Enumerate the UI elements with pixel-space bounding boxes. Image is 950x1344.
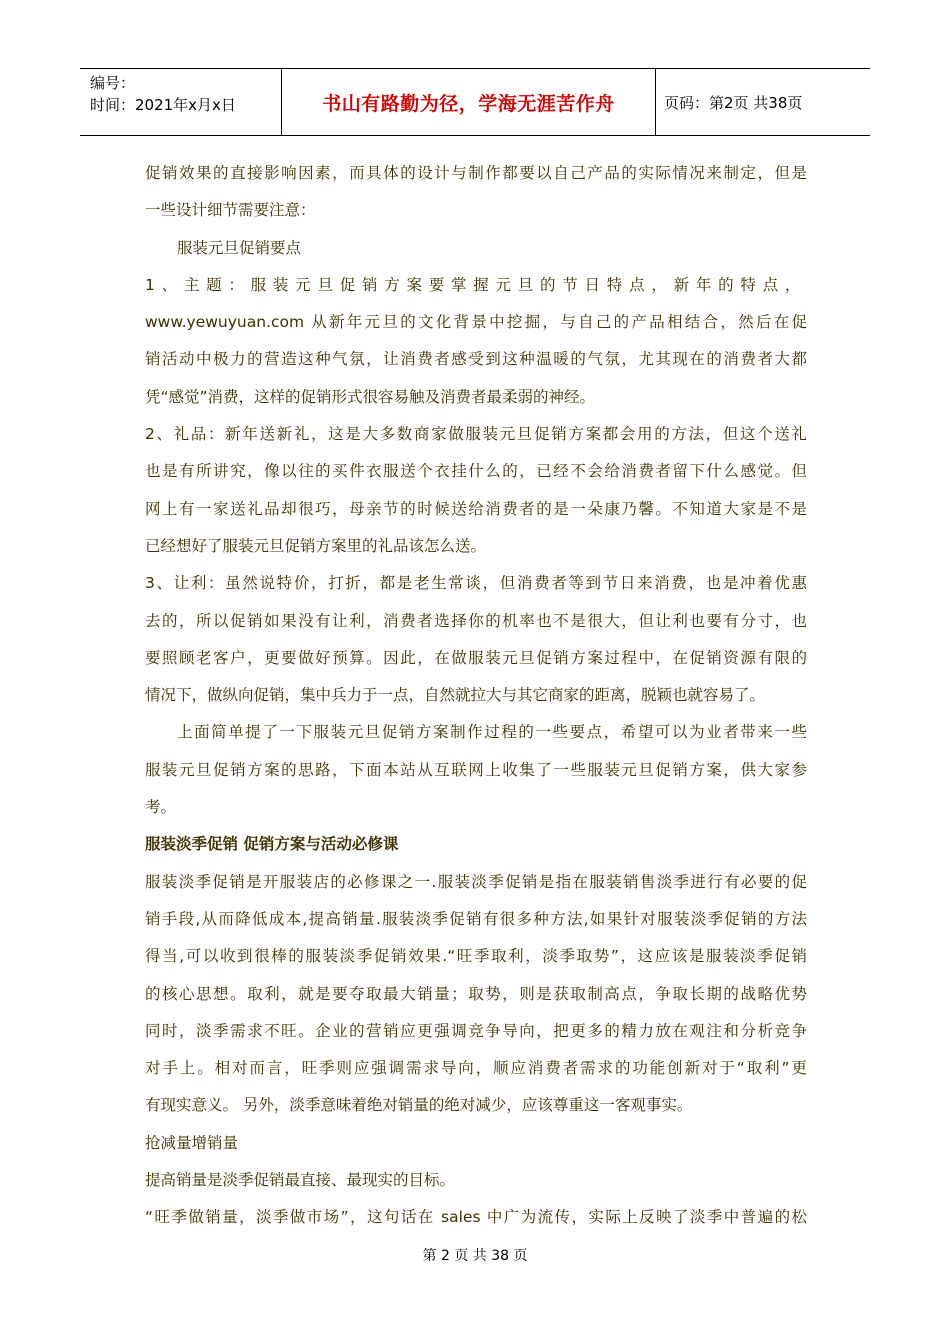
paragraph-line: 3、让利：虽然说特价，打折，都是老生常谈，但消费者等到节日来消费，也是冲着优惠 (145, 574, 807, 593)
paragraph-line: 也是有所讲究，像以往的买件衣服送个衣挂什么的，已经不会给消费者留下什么感觉。但 (145, 462, 807, 481)
section-heading: 服装元旦促销要点 (177, 238, 302, 257)
paragraph-line: 情况下，做纵向促销，集中兵力于一点，自然就拉大与其它商家的距离，脱颖也就容易了。 (145, 686, 766, 705)
paragraph-line: 凭“感觉”消费，这样的促销形式很容易触及消费者最柔弱的神经。 (145, 387, 596, 406)
paragraph-line: 一些设计细节需要注意： (145, 201, 316, 220)
paragraph-line: 服装淡季促销是开服装店的必修课之一.服装淡季促销是指在服装销售淡季进行有必要的促 (145, 872, 807, 891)
header-motto: 书山有路勤为径，学海无涯苦作舟 (282, 69, 656, 135)
section-heading: 抢减量增销量 (145, 1133, 239, 1152)
paragraph-line: 销手段,从而降低成本,提高销量.服装淡季促销有很多种方法,如果针对服装淡季促销的方法 (145, 909, 807, 928)
paragraph-line: 网上有一家送礼品却很巧，母亲节的时候送给消费者的是一朵康乃馨。不知道大家是不是 (145, 499, 807, 518)
paragraph-line: 1、主题：服装元旦促销方案要掌握元旦的节日特点，新年的特点， (145, 275, 807, 294)
paragraph-line: 要照顾老客户，更要做好预算。因此，在做服装元旦促销方案过程中，在促销资源有限的 (145, 648, 807, 667)
header-page-info: 页码：第2页 共38页 (664, 93, 803, 112)
date-label: 时间：2021年x月x日 (90, 96, 236, 114)
header-meta-cell (80, 69, 282, 135)
paragraph-line: 促销效果的直接影响因素，而具体的设计与制作都要以自己产品的实际情况来制定，但是 (145, 164, 807, 182)
paragraph-line: 的核心思想。取利，就是要夺取最大销量；取势，则是获取制高点，争取长期的战略优势 (145, 984, 807, 1003)
page-footer: 第 2 页 共 38 页 (422, 1248, 528, 1264)
paragraph-line: 上面简单提了一下服装元旦促销方案制作过程的一些要点，希望可以为业者带来一些 (177, 723, 807, 742)
paragraph-line: 对手上。相对而言，旺季则应强调需求导向，顺应消费者需求的功能创新对于“取利”更 (145, 1059, 807, 1078)
paragraph-line: 得当,可以收到很棒的服装淡季促销效果.“旺季取利，淡季取势”，这应该是服装淡季促销 (145, 947, 807, 966)
paragraph-line: “旺季做销量，淡季做市场”，这句话在 sales 中广为流传，实际上反映了淡季中普遍的松 (145, 1208, 807, 1227)
number-label: 编号： (90, 74, 136, 92)
paragraph-line: 提高销量是淡季促销最直接、最现实的目标。 (145, 1171, 456, 1190)
paragraph-line: 服装元旦促销方案的思路，下面本站从互联网上收集了一些服装元旦促销方案，供大家参 (145, 760, 807, 779)
paragraph-line: 考。 (145, 798, 177, 817)
paragraph-line: 有现实意义。 另外，淡季意味着绝对销量的绝对减少，应该尊重这一客观事实。 (145, 1096, 693, 1115)
paragraph-line: www.yewuyuan.com 从新年元旦的文化背景中挖掘，与自己的产品相结合，然后在促 (145, 313, 807, 332)
paragraph-line: 去的，所以促销如果没有让利，消费者选择你的机率也不是很大，但让利也要有分寸，也 (145, 611, 807, 630)
document-body (145, 155, 807, 1237)
paragraph-line: 销活动中极力的营造这种气氛，让消费者感受到这种温暖的气氛，尤其现在的消费者大都 (145, 350, 807, 369)
paragraph-line: 2、礼品：新年送新礼，这是大多数商家做服装元旦促销方案都会用的方法，但这个送礼 (145, 425, 807, 444)
section-heading: 服装淡季促销 促销方案与活动必修课 (145, 835, 399, 854)
paragraph-line: 同时，淡季需求不旺。企业的营销应更强调竞争导向，把更多的精力放在观注和分析竞争 (145, 1021, 807, 1040)
document-header (80, 68, 870, 136)
paragraph-line: 已经想好了服装元旦促销方案里的礼品该怎么送。 (145, 536, 487, 555)
